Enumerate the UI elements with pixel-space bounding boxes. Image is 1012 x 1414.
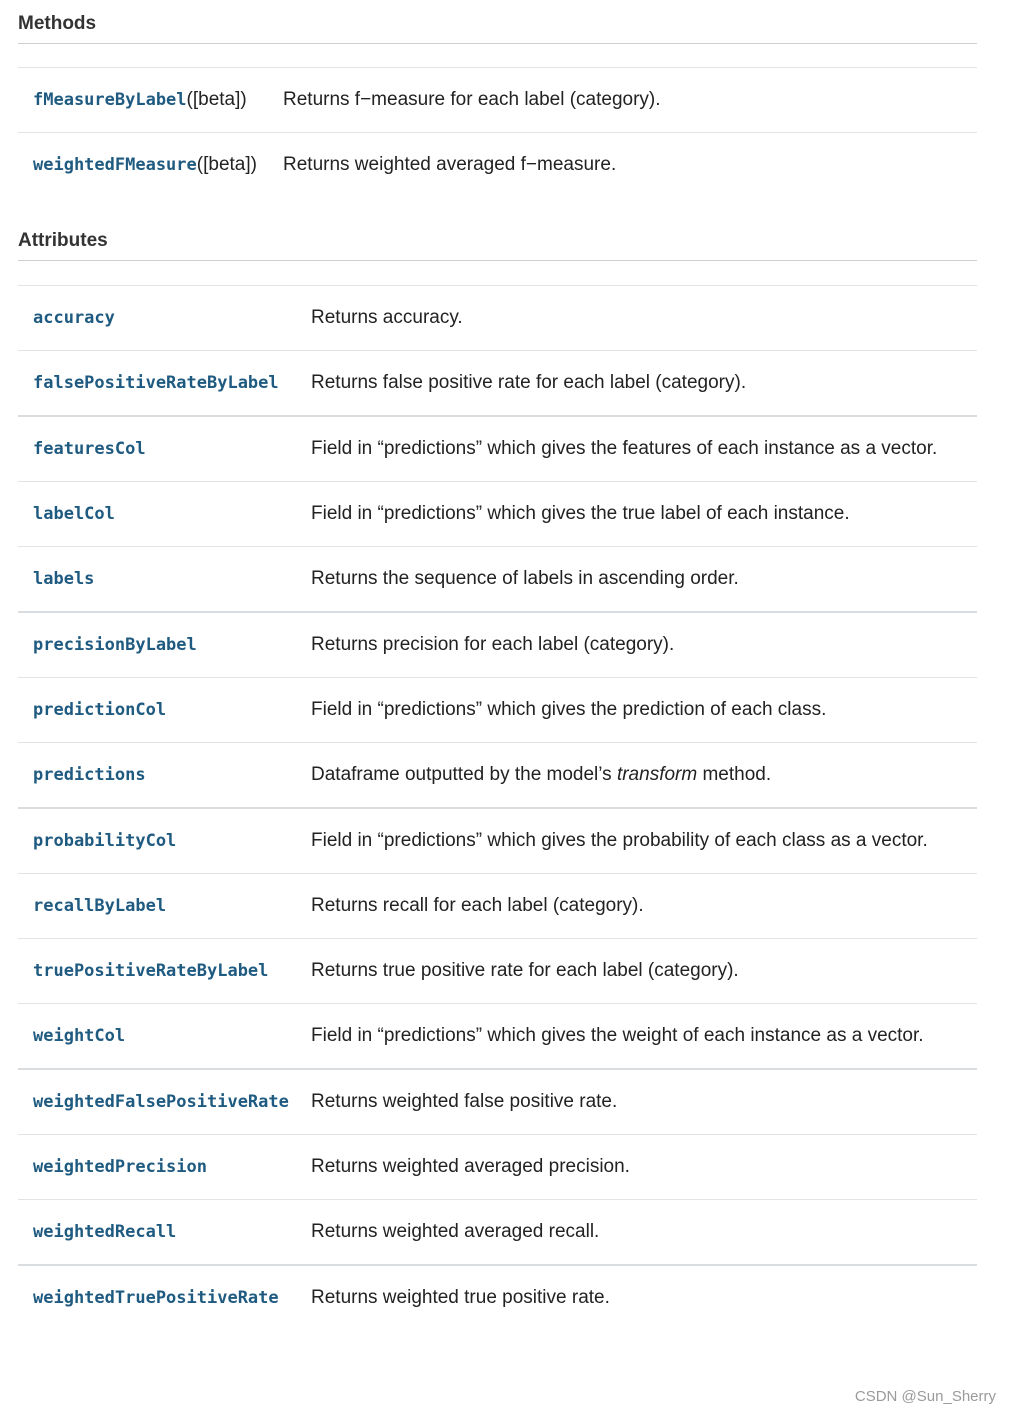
method-row: weightedFMeasure([beta]) Returns weighted averaged f−measure.: [18, 133, 977, 198]
attribute-row: [18, 939, 977, 1004]
attribute-link[interactable]: falsePositiveRateByLabel: [33, 373, 279, 393]
attribute-desc: Returns weighted true positive rate.: [311, 1287, 610, 1308]
attribute-link[interactable]: accuracy: [33, 308, 115, 328]
attribute-link[interactable]: weightedPrecision: [33, 1157, 207, 1177]
attribute-link[interactable]: predictionCol: [33, 700, 167, 720]
attribute-row: [18, 1265, 977, 1330]
attribute-link[interactable]: weightedTruePositiveRate: [33, 1288, 279, 1308]
attribute-desc: Returns false positive rate for each label (category).: [311, 372, 747, 393]
method-desc: Returns weighted averaged f−measure.: [283, 154, 617, 175]
attribute-desc: Returns the sequence of labels in ascending order.: [311, 568, 739, 589]
api-doc: [18, 0, 977, 1330]
attribute-desc: Field in “predictions” which gives the weight of each instance as a vector.: [311, 1025, 924, 1046]
attribute-desc: Returns true positive rate for each label (category).: [311, 960, 739, 981]
attribute-row: [18, 874, 977, 939]
attribute-row: [18, 1069, 977, 1135]
attribute-row: [18, 547, 977, 613]
attributes-heading: Attributes: [18, 217, 977, 261]
methods-heading: Methods: [18, 0, 977, 44]
attribute-link[interactable]: labels: [33, 569, 95, 589]
attribute-link[interactable]: weightedFalsePositiveRate: [33, 1092, 289, 1112]
attribute-link[interactable]: probabilityCol: [33, 831, 177, 851]
attribute-desc: Returns recall for each label (category).: [311, 895, 644, 916]
attribute-row: [18, 678, 977, 743]
attribute-link[interactable]: featuresCol: [33, 439, 146, 459]
attribute-desc: Field in “predictions” which gives the features of each instance as a vector.: [311, 438, 938, 459]
method-link[interactable]: weightedFMeasure: [33, 155, 197, 175]
attribute-desc: Returns precision for each label (category).: [311, 634, 675, 655]
attribute-link[interactable]: predictions: [33, 765, 146, 785]
attribute-row: [18, 351, 977, 417]
attributes-table: [18, 285, 977, 1330]
watermark: CSDN @Sun_Sherry: [854, 1388, 996, 1405]
attribute-row: [18, 743, 977, 809]
attribute-desc: Field in “predictions” which gives the probability of each class as a vector.: [311, 830, 928, 851]
attribute-link[interactable]: precisionByLabel: [33, 635, 197, 655]
attribute-row: [18, 1135, 977, 1200]
attribute-desc: Returns weighted averaged precision.: [311, 1156, 630, 1177]
attribute-link[interactable]: weightCol: [33, 1026, 126, 1046]
method-row: fMeasureByLabel([beta]) Returns f−measure for each label (category).: [18, 68, 977, 133]
attribute-row: [18, 808, 977, 874]
method-desc: Returns f−measure for each label (category).: [283, 89, 661, 110]
attribute-row: [18, 416, 977, 482]
attribute-link[interactable]: recallByLabel: [33, 896, 167, 916]
attribute-row: [18, 1004, 977, 1070]
attribute-link[interactable]: labelCol: [33, 504, 115, 524]
attribute-row: [18, 482, 977, 547]
attribute-row: [18, 286, 977, 351]
attribute-link[interactable]: truePositiveRateByLabel: [33, 961, 269, 981]
attribute-desc: Returns accuracy.: [311, 307, 463, 328]
attribute-desc: Returns weighted averaged recall.: [311, 1221, 600, 1242]
attribute-row: [18, 612, 977, 678]
attribute-desc: Field in “predictions” which gives the true label of each instance.: [311, 503, 850, 524]
attribute-desc: Dataframe outputted by the model’s transform method.: [311, 764, 772, 785]
methods-table: [18, 67, 977, 197]
attribute-desc: Returns weighted false positive rate.: [311, 1091, 618, 1112]
method-link[interactable]: fMeasureByLabel: [33, 90, 187, 110]
attribute-row: [18, 1200, 977, 1266]
attribute-desc: Field in “predictions” which gives the prediction of each class.: [311, 699, 827, 720]
attribute-link[interactable]: weightedRecall: [33, 1222, 177, 1242]
